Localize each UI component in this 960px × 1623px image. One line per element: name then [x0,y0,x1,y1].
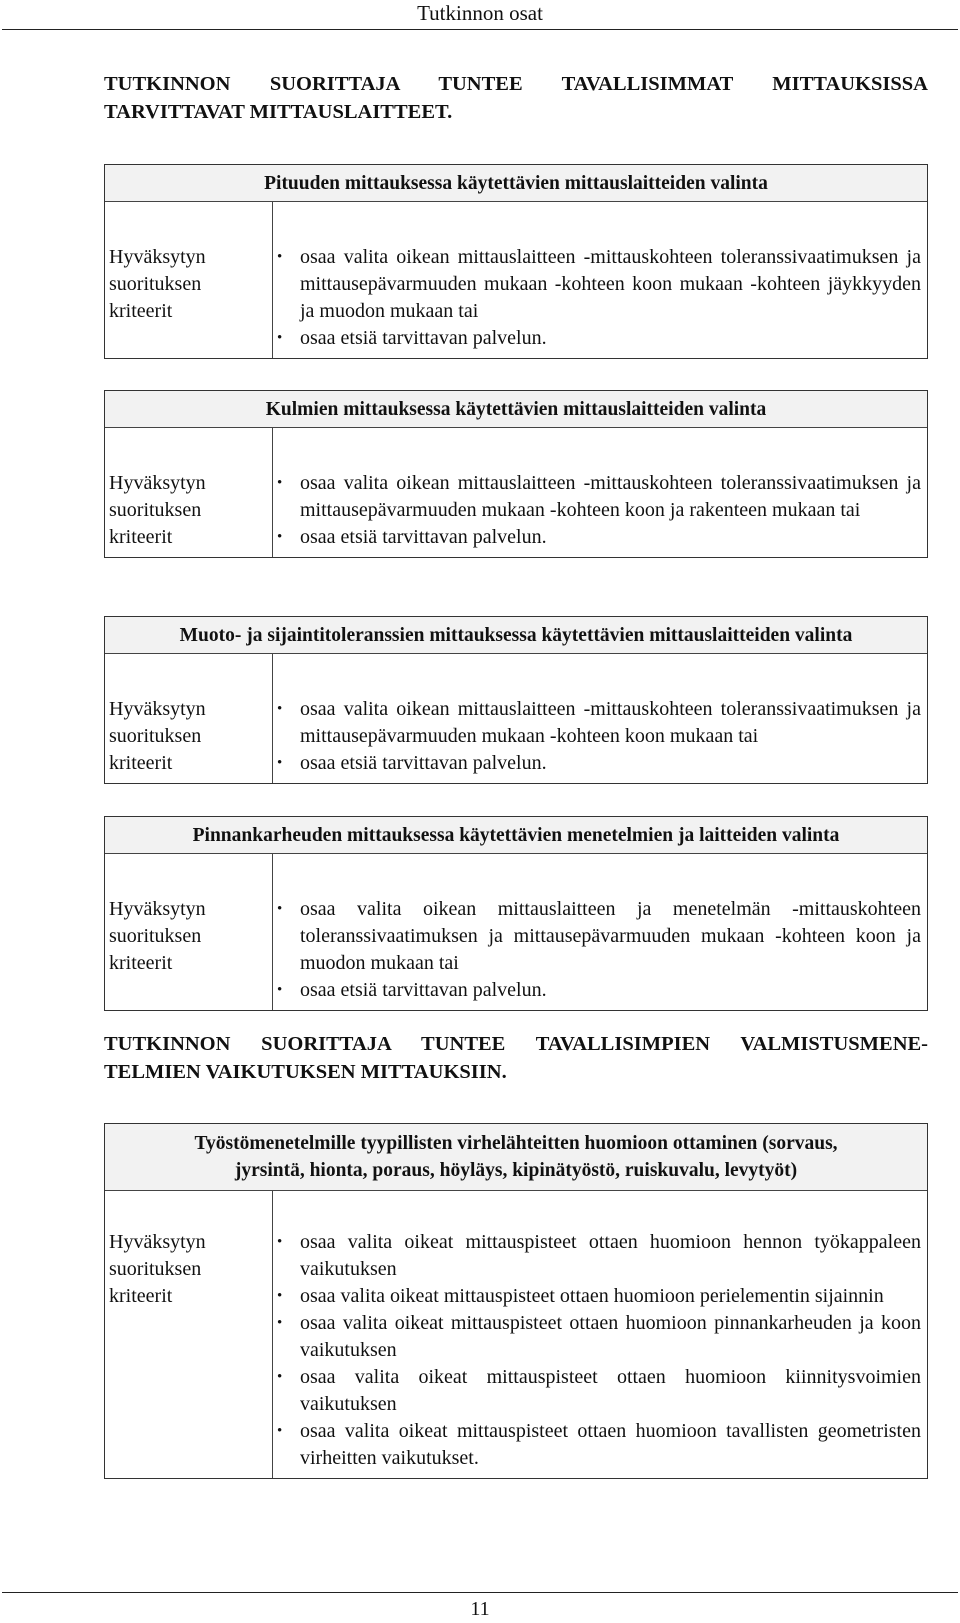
bullet-icon: • [277,475,283,491]
list-item-text: osaa valita oikean mittauslaitteen -mittauskohteen toleranssivaatimuksen ja mittausepävarmuuden mukaan -kohteen koon ja rakenteen mukaan tai [300,472,921,521]
bullet-icon: • [277,1288,283,1304]
table-spacer-row [105,654,927,688]
list-item-text: osaa valita oikean mittauslaitteen ja menetelmän -mittauskohteen toleranssivaatimuksen ja mittausepävarmuuden mukaan -kohteen koon ja muodon mukaan tai [300,898,921,974]
criteria-label: Hyväksytyn suorituksen kriteerit [105,1221,273,1478]
list-item [277,1229,921,1283]
table-spacer-row [105,854,927,888]
criteria-label: Hyväksytyn suorituksen kriteerit [105,462,273,557]
bullet-icon: • [277,1315,283,1331]
bullet-icon: • [277,1369,283,1385]
list-item [277,1283,921,1310]
criteria-list [273,1221,927,1478]
table-title: Kulmien mittauksessa käytettävien mittauslaitteiden valinta [105,391,927,428]
list-item [277,1310,921,1364]
list-item-text: osaa valita oikeat mittauspisteet ottaen huomioon pinnankarheuden ja koon vaikutuksen [300,1312,921,1361]
running-header: Tutkinnon osat [417,1,543,25]
list-item [277,244,921,325]
list-item-text: osaa valita oikean mittauslaitteen -mittauskohteen toleranssivaatimuksen ja mittausepävarmuuden mukaan -kohteen koon mukaan -kohteen jäykkyyden ja muodon mukaan tai [300,246,921,322]
bullet-icon: • [277,1423,283,1439]
bullet-icon: • [277,901,283,917]
section-heading-1-line1: TUTKINNON SUORITTAJA TUNTEE TAVALLISIMMAT MITTAUKSISSA [104,73,928,95]
list-item [277,524,921,551]
list-item-text: osaa etsiä tarvittavan palvelun. [300,979,547,1001]
criteria-label: Hyväksytyn suorituksen kriteerit [105,688,273,783]
list-item-text: osaa valita oikean mittauslaitteen -mittauskohteen toleranssivaatimuksen ja mittausepävarmuuden mukaan -kohteen koon mukaan tai [300,698,921,747]
list-item [277,1364,921,1418]
list-item [277,470,921,524]
criteria-row [105,236,927,358]
criteria-label: Hyväksytyn suorituksen kriteerit [105,236,273,358]
section-heading-2 [104,1030,928,1086]
criteria-row [105,462,927,557]
criteria-label: Hyväksytyn suorituksen kriteerit [105,888,273,1010]
criteria-row [105,888,927,1010]
list-item-text: osaa etsiä tarvittavan palvelun. [300,526,547,548]
table-title: Pituuden mittauksessa käytettävien mittauslaitteiden valinta [105,165,927,202]
list-item-text: osaa etsiä tarvittavan palvelun. [300,752,547,774]
criteria-table-form-position [104,616,928,784]
list-item [277,696,921,750]
criteria-table-length [104,164,928,359]
list-item [277,977,921,1004]
bullet-icon: • [277,701,283,717]
list-item-text: osaa valita oikeat mittauspisteet ottaen huomioon kiinnitysvoimien vaikutuksen [300,1366,921,1415]
list-item-text: osaa valita oikeat mittauspisteet ottaen huomioon perielementin sijainnin [300,1285,884,1307]
header-rule [2,29,958,30]
bullet-icon: • [277,330,283,346]
criteria-list [273,462,927,557]
bullet-icon: • [277,529,283,545]
list-item [277,750,921,777]
table-spacer-row [105,428,927,462]
criteria-list [273,888,927,1010]
criteria-table-roughness [104,816,928,1011]
list-item [277,1418,921,1472]
section-heading-2-line1: TUTKINNON SUORITTAJA TUNTEE TAVALLISIMPIEN VALMISTUSMENE- [104,1033,928,1055]
section-heading-2-line2: TELMIEN VAIKUTUKSEN MITTAUKSIIN. [104,1061,507,1083]
criteria-row [105,688,927,783]
table-title: Muoto- ja sijaintitoleranssien mittauksessa käytettävien mittauslaitteiden valinta [105,617,927,654]
list-item [277,896,921,977]
bullet-icon: • [277,1234,283,1250]
footer-rule [2,1592,958,1593]
bullet-icon: • [277,755,283,771]
bullet-icon: • [277,982,283,998]
section-heading-1-line2: TARVITTAVAT MITTAUSLAITTEET. [104,101,453,123]
criteria-table-angles [104,390,928,558]
bullet-icon: • [277,249,283,265]
criteria-list [273,236,927,358]
list-item-text: osaa etsiä tarvittavan palvelun. [300,327,547,349]
list-item [277,325,921,352]
list-item-text: osaa valita oikeat mittauspisteet ottaen huomioon tavallisten geometristen virheitten vaikutukset. [300,1420,921,1469]
criteria-list [273,688,927,783]
criteria-row [105,1221,927,1478]
table-title: Työstömenetelmille tyypillisten virhelähteitten huomioon ottaminen (sorvaus, jyrsintä, hionta, poraus, höyläys, kipinätyöstö, ruiskuvalu, levytyöt) [105,1124,927,1191]
table-spacer-row [105,202,927,236]
table-spacer-row [105,1191,927,1221]
page-number: 11 [470,1598,490,1620]
criteria-table-machining-errors [104,1123,928,1479]
section-heading-1 [104,70,928,126]
list-item-text: osaa valita oikeat mittauspisteet ottaen huomioon hennon työkappaleen vaikutuksen [300,1231,921,1280]
table-title: Pinnankarheuden mittauksessa käytettävien menetelmien ja laitteiden valinta [105,817,927,854]
